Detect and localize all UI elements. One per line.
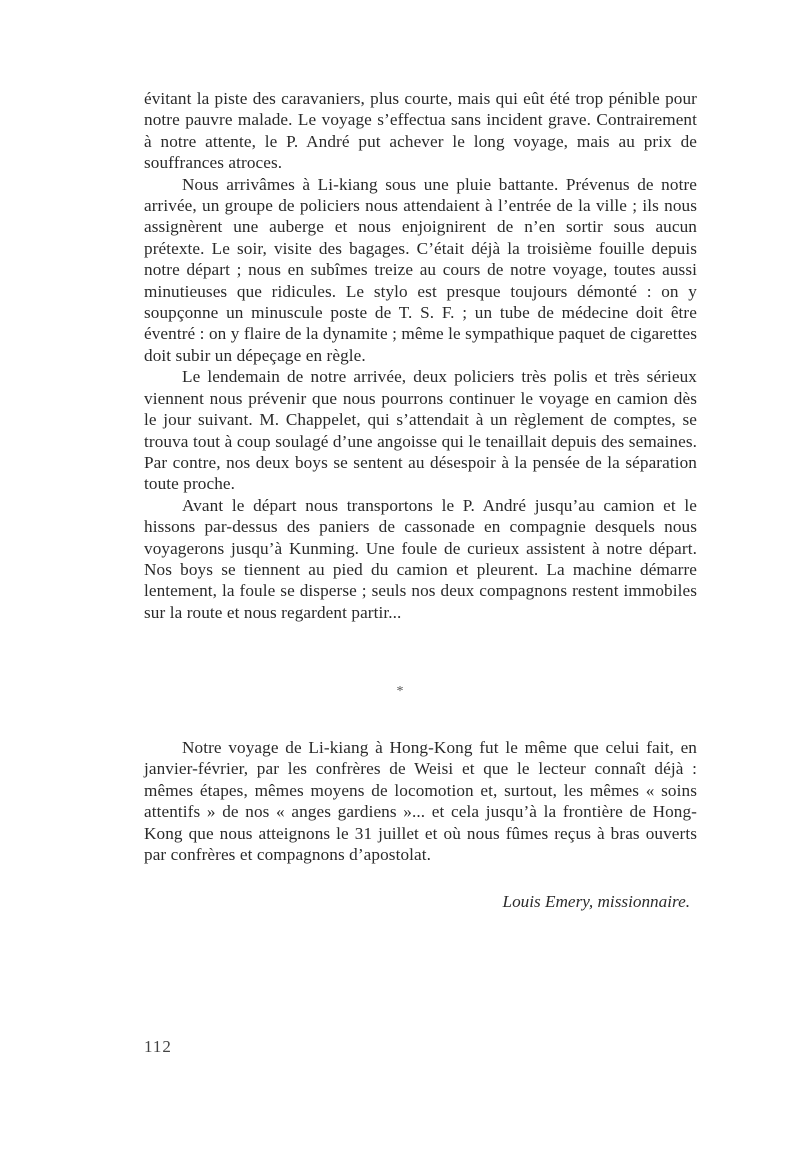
paragraph-1: évitant la piste des caravaniers, plus courte, mais qui eût été trop pénible pour notre pauvre malade. Le voyage s’effectua sans incident grave. Contrairement à notre attente, le P. André put achever le long voyage, mais au prix de souffrances atroces.	[144, 89, 697, 173]
paragraph-2: Nous arrivâmes à Li-kiang sous une pluie battante. Prévenus de notre arrivée, un groupe de policiers nous attendaient à l’entrée de la ville ; ils nous assignèrent une auberge et nous enjoignirent de n’en sortir sous aucun prétexte. Le soir, visite des bagages. C’était déjà la troisième fouille depuis notre départ ; nous en subîmes treize au cours de notre voyage, toutes aussi minutieuses que ridicules. Le stylo est presque toujours démonté : on y soupçonne un minuscule poste de T. S. F. ; un tube de médecine doit être éventré : on y flaire de la dynamite ; même le sympathique paquet de cigarettes doit subir un dépeçage en règle.	[144, 174, 697, 365]
closing-text	[144, 737, 697, 865]
closing-paragraph: Notre voyage de Li-kiang à Hong-Kong fut le même que celui fait, en janvier-février, par les confrères de Weisi et que le lecteur connaît déjà : mêmes étapes, mêmes moyens de locomotion et, surtout, les mêmes « soins attentifs » de nos « anges gardiens »... et cela jusqu’à la frontière de Hong-Kong que nous atteignons le 31 juillet et où nous fûmes reçus à bras ouverts par confrères et compagnons d’apostolat.	[144, 738, 697, 865]
signature: Louis Emery, missionnaire.	[502, 892, 690, 911]
body-text	[144, 88, 697, 623]
paragraph-3: Le lendemain de notre arrivée, deux policiers très polis et très sérieux viennent nous prévenir que nous pourrons continuer le voyage en camion dès le jour suivant. M. Chappelet, qui s’attendait à un règlement de comptes, se trouva tout à coup soulagé d’une angoisse qui le tenaillait depuis des semaines. Par contre, nos deux boys se sentent au désespoir à la pensée de la séparation toute proche.	[144, 367, 697, 494]
paragraph-4: Avant le départ nous transportons le P. André jusqu’au camion et le hissons par-dessus des paniers de cassonade en compagnie desquels nous voyagerons jusqu’à Kunming. Une foule de curieux assistent à notre départ. Nos boys se tiennent au pied du camion et pleurent. La machine démarre lentement, la foule se disperse ; seuls nos deux compagnons restent immobiles sur la route et nous regardent partir...	[144, 495, 697, 622]
page-number: 112	[144, 1037, 172, 1056]
section-separator: *	[396, 684, 404, 699]
